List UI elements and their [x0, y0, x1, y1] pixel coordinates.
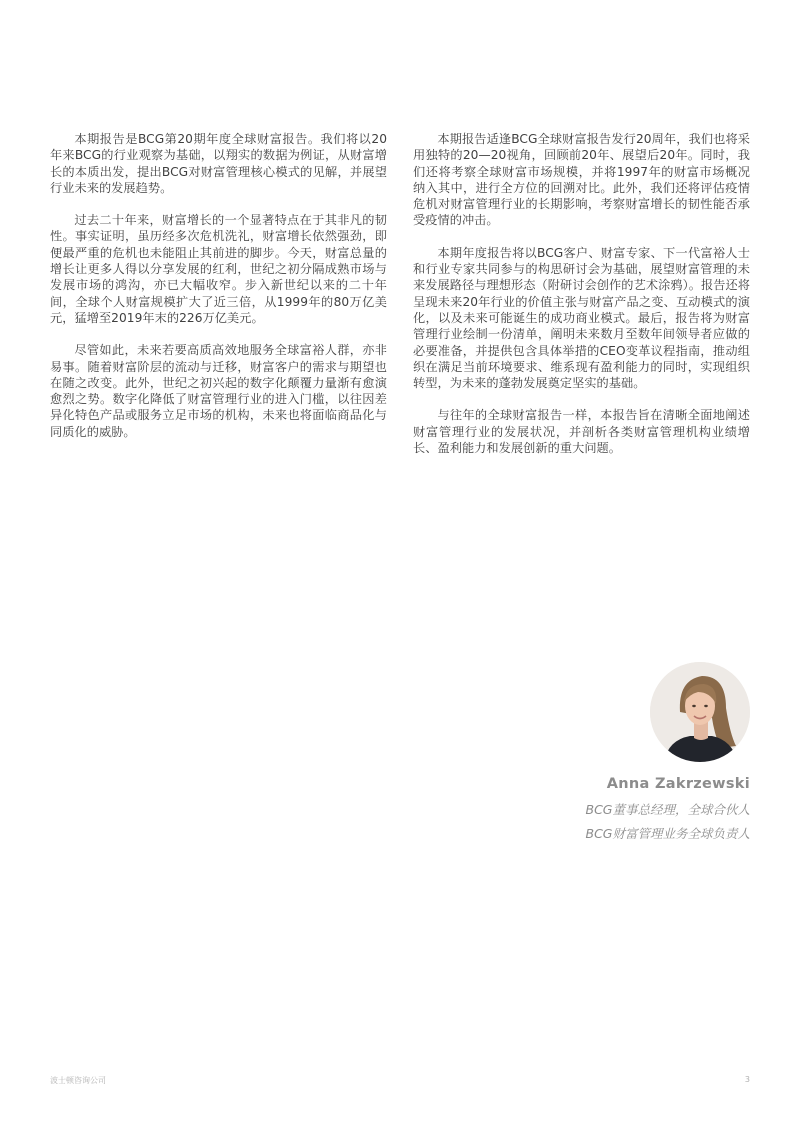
paragraph: 本期报告是BCG第20期年度全球财富报告。我们将以20年来BCG的行业观察为基础，以翔实的数据为例证，从财富增长的本质出发，提出BCG对财富管理核心模式的见解，并展望行业未来的发展趋势。	[50, 132, 387, 195]
page-number: 3	[744, 1075, 750, 1084]
portrait-image	[650, 662, 750, 762]
left-text-column	[50, 131, 387, 456]
right-text-column	[413, 131, 750, 472]
author-name: Anna Zakrzewski	[606, 776, 750, 792]
paragraph: 尽管如此，未来若要高质高效地服务全球富裕人群，亦非易事。随着财富阶层的流动与迁移，财富客户的需求与期望也在随之改变。此外，世纪之初兴起的数字化颠覆力量渐有愈演愈烈之势。数字化降低了财富管理行业的进入门槛，以往因差异化特色产品或服务立足市场的机构，未来也将面临商品化与同质化的威胁。	[50, 343, 387, 439]
paragraph: 过去二十年来，财富增长的一个显著特点在于其非凡的韧性。事实证明，虽历经多次危机洗礼，财富增长依然强劲，即便最严重的危机也未能阻止其前进的脚步。今天，财富总量的增长让更多人得以分享发展的红利，世纪之初分隔成熟市场与发展市场的鸿沟，亦已大幅收窄。步入新世纪以来的二十年间，全球个人财富规模扩大了近三倍，从1999年的80万亿美元，猛增至2019年末的226万亿美元。	[50, 213, 387, 325]
author-portrait	[650, 662, 750, 762]
paragraph: 本期年度报告将以BCG客户、财富专家、下一代富裕人士和行业专家共同参与的构思研讨会为基础，展望财富管理的未来发展路径与理想形态（附研讨会创作的艺术涂鸦）。报告还将呈现未来20年行业的价值主张与财富产品之变、互动模式的演化，以及未来可能诞生的成功商业模式。最后，报告将为财富管理行业绘制一份清单，阐明未来数月至数年间领导者应做的必要准备，并提供包含具体举措的CEO变革议程指南，推动组织在满足当前环境要求、维系现有盈利能力的同时，实现组织转型，为未来的蓬勃发展奠定坚实的基础。	[413, 245, 750, 391]
author-title: BCG董事总经理，全球合伙人	[585, 802, 750, 817]
paragraph: 与往年的全球财富报告一样，本报告旨在清晰全面地阐述财富管理行业的发展状况，并剖析各类财富管理机构业绩增长、盈利能力和发展创新的重大问题。	[413, 408, 750, 456]
footer-company: 波士顿咨询公司	[50, 1076, 106, 1085]
author-responsibility: BCG财富管理业务全球负责人	[585, 826, 750, 841]
paragraph: 本期报告适逢BCG全球财富报告发行20周年，我们也将采用独特的20—20视角，回顾前20年、展望后20年。同时，我们还将考察全球财富市场规模，并将1997年的财富市场概况纳入其中，进行全方位的回溯对比。此外，我们还将评估疫情危机对财富管理行业的长期影响，考察财富增长的韧性能否承受疫情的冲击。	[413, 132, 750, 228]
